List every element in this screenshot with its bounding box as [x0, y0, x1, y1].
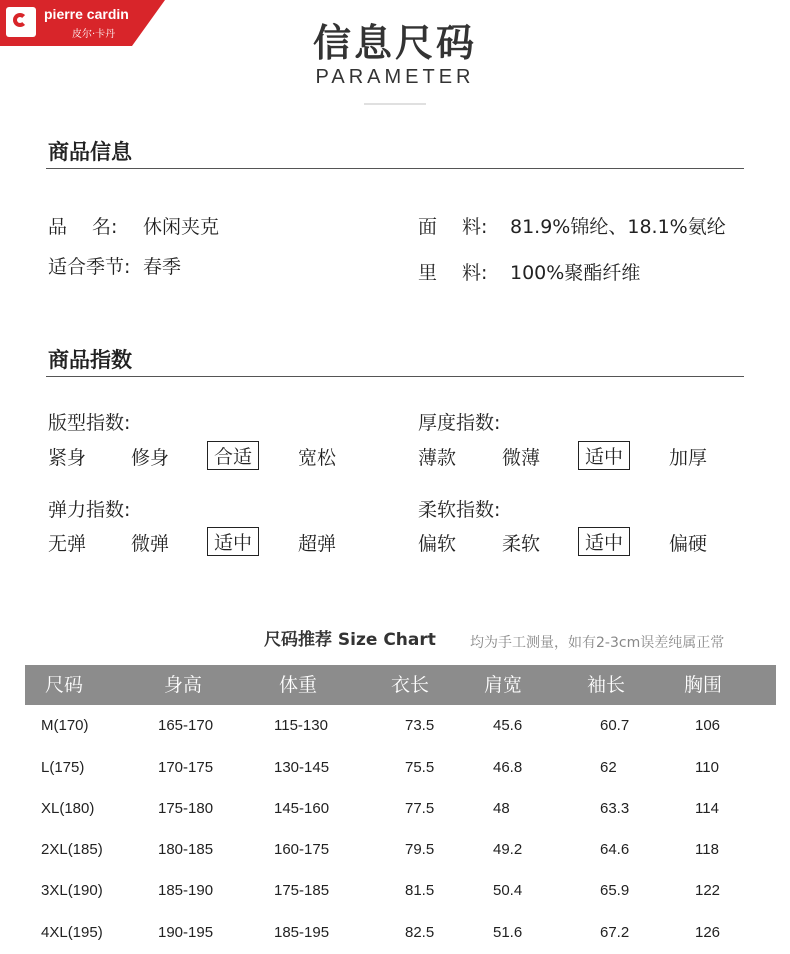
table-row	[25, 870, 776, 911]
season-label: 适合季节:	[48, 256, 131, 278]
cell-weight: 115-130	[274, 717, 328, 734]
cell-weight: 160-175	[274, 841, 330, 858]
cell-sleeve: 67.2	[600, 924, 630, 941]
cell-length: 75.5	[405, 759, 435, 776]
cell-shoulder: 50.4	[493, 882, 523, 899]
product-info-title: 商品信息	[48, 140, 132, 164]
size-chart-title: 尺码推荐 Size Chart	[264, 630, 436, 650]
brand-name-cn: 皮尔·卡丹	[72, 29, 116, 40]
header-height: 身高	[164, 674, 203, 696]
table-row	[25, 829, 776, 870]
fit-option-selected: 合适	[207, 441, 259, 470]
cell-length: 73.5	[405, 717, 435, 734]
softness-option: 偏软	[418, 533, 457, 555]
cell-sleeve: 64.6	[600, 841, 630, 858]
cell-length: 81.5	[405, 882, 435, 899]
thickness-option-selected: 适中	[578, 441, 630, 470]
cell-size: 2XL(185)	[41, 841, 103, 858]
cell-height: 190-195	[158, 924, 214, 941]
elasticity-option: 超弹	[298, 533, 337, 555]
thickness-option: 加厚	[669, 447, 708, 469]
cell-shoulder: 46.8	[493, 759, 523, 776]
cell-length: 79.5	[405, 841, 435, 858]
softness-index-label: 柔软指数:	[418, 499, 501, 521]
fabric-value: 81.9%锦纶、18.1%氨纶	[510, 216, 726, 238]
size-table-header	[25, 665, 776, 705]
cell-height: 185-190	[158, 882, 214, 899]
table-row	[25, 912, 776, 953]
lining-label: 里 料:	[418, 262, 488, 284]
cell-sleeve: 63.3	[600, 800, 630, 817]
title-divider	[364, 103, 426, 105]
cell-size: M(170)	[41, 717, 89, 734]
cell-height: 165-170	[158, 717, 214, 734]
table-row	[25, 788, 776, 829]
name-label: 品 名:	[48, 216, 118, 238]
cell-length: 77.5	[405, 800, 435, 817]
fit-option: 紧身	[48, 447, 87, 469]
cell-shoulder: 48	[493, 800, 510, 817]
cell-height: 180-185	[158, 841, 214, 858]
season-value: 春季	[143, 256, 182, 278]
cell-shoulder: 51.6	[493, 924, 523, 941]
thickness-option: 微薄	[502, 447, 541, 469]
header-shoulder: 肩宽	[484, 674, 523, 696]
fit-option: 宽松	[298, 447, 337, 469]
fit-index-label: 版型指数:	[48, 412, 131, 434]
cell-shoulder: 45.6	[493, 717, 523, 734]
lining-value: 100%聚酯纤维	[510, 262, 641, 284]
page-subtitle: PARAMETER	[315, 66, 475, 88]
page-title: 信息尺码	[312, 21, 477, 65]
header-chest: 胸围	[684, 674, 723, 696]
cell-shoulder: 49.2	[493, 841, 523, 858]
cell-sleeve: 60.7	[600, 717, 630, 734]
cell-chest: 106	[695, 717, 721, 734]
fit-option: 修身	[131, 447, 170, 469]
header-weight: 体重	[279, 674, 318, 696]
header-size: 尺码	[45, 674, 84, 696]
cell-size: 4XL(195)	[41, 924, 103, 941]
header-length: 衣长	[391, 674, 430, 696]
size-chart-note: 均为手工测量，如有2-3cm误差纯属正常	[470, 635, 725, 651]
softness-option: 柔软	[502, 533, 541, 555]
product-info-divider	[46, 168, 744, 169]
elasticity-index-label: 弹力指数:	[48, 499, 131, 521]
cell-chest: 110	[695, 759, 719, 776]
cell-height: 175-180	[158, 800, 214, 817]
cell-height: 170-175	[158, 759, 214, 776]
cell-chest: 118	[695, 841, 719, 858]
cell-sleeve: 62	[600, 759, 617, 776]
cell-chest: 126	[695, 924, 721, 941]
thickness-option: 薄款	[418, 447, 457, 469]
cell-weight: 175-185	[274, 882, 330, 899]
elasticity-option: 微弹	[131, 533, 170, 555]
table-row	[25, 705, 776, 746]
table-row	[25, 747, 776, 788]
elasticity-option-selected: 适中	[207, 527, 259, 556]
cell-size: L(175)	[41, 759, 85, 776]
cell-length: 82.5	[405, 924, 435, 941]
softness-option: 偏硬	[669, 533, 708, 555]
indices-divider	[46, 376, 744, 377]
thickness-index-label: 厚度指数:	[418, 412, 501, 434]
fabric-label: 面 料:	[418, 216, 488, 238]
cell-weight: 130-145	[274, 759, 330, 776]
indices-title: 商品指数	[48, 348, 132, 372]
name-value: 休闲夹克	[143, 216, 220, 238]
cell-chest: 122	[695, 882, 721, 899]
cell-weight: 185-195	[274, 924, 330, 941]
brand-name: pierre cardin	[44, 6, 129, 22]
elasticity-option: 无弹	[48, 533, 87, 555]
cell-size: 3XL(190)	[41, 882, 103, 899]
cell-weight: 145-160	[274, 800, 330, 817]
softness-option-selected: 适中	[578, 527, 630, 556]
cell-sleeve: 65.9	[600, 882, 630, 899]
header-sleeve: 袖长	[587, 674, 626, 696]
cell-size: XL(180)	[41, 800, 95, 817]
cell-chest: 114	[695, 800, 719, 817]
